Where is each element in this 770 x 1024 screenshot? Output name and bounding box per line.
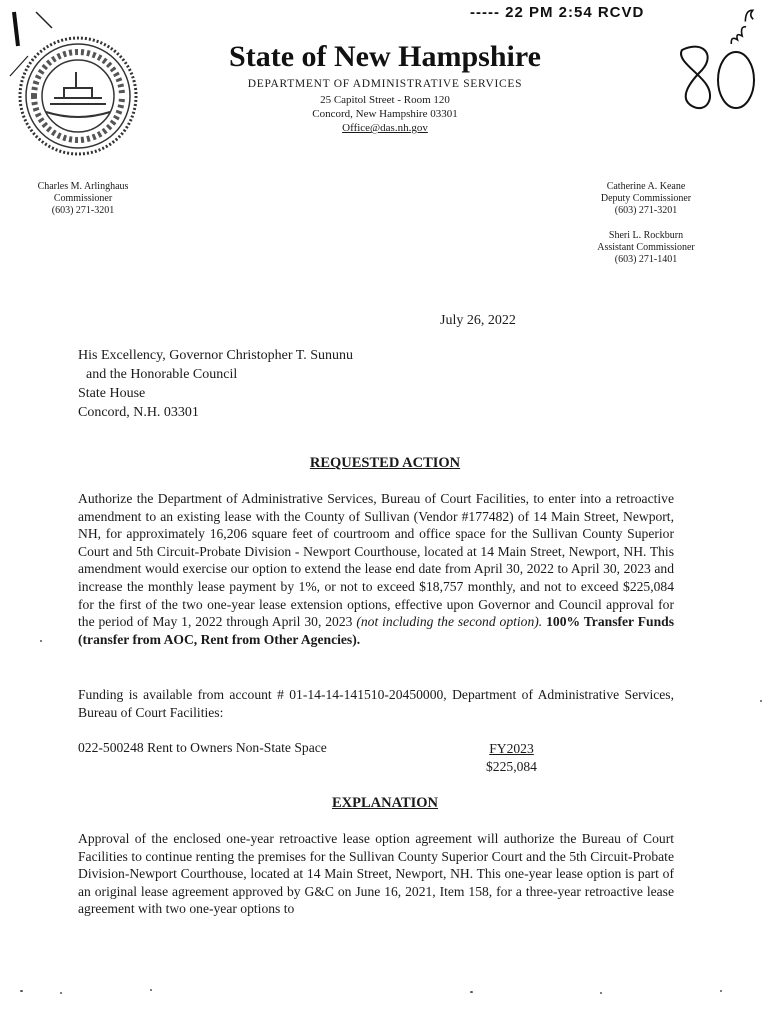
scan-speck — [470, 991, 473, 993]
received-stamp: ----- 22 PM 2:54 RCVD — [470, 4, 645, 21]
staff-phone: (603) 271-3201 — [51, 205, 115, 216]
scan-speck — [150, 989, 152, 991]
explanation-heading: EXPLANATION — [331, 795, 439, 811]
fiscal-amount: $225,084 — [486, 759, 537, 774]
scan-speck — [760, 700, 762, 702]
scan-speck — [720, 990, 722, 992]
staff-phone: (603) 271-1401 — [614, 254, 678, 265]
staff-title: Assistant Commissioner — [597, 242, 695, 253]
handwritten-initials — [716, 4, 766, 44]
addressee-line: and the Honorable Council — [86, 367, 238, 382]
funding-text: Funding is available from account # 01-14-14-141510-20450000, Department of Administrative Services, Bureau of Court Facilities: — [78, 687, 674, 720]
scan-speck — [600, 992, 602, 994]
assistant-commissioner-block — [560, 230, 732, 266]
addressee-line: State House — [78, 386, 146, 401]
email-link[interactable]: Office@das.nh.gov — [342, 122, 428, 134]
agency-title: State of New Hampshire — [229, 40, 541, 73]
addressee-block — [78, 346, 353, 422]
fiscal-year: FY2023 — [489, 741, 534, 756]
body-italic: (not including the second option). — [356, 614, 543, 630]
scan-speck — [40, 640, 42, 642]
requested-action-body — [78, 490, 674, 648]
email-line — [0, 122, 770, 134]
explanation-text: Approval of the enclosed one-year retroactive lease option agreement will authorize the Bureau of Court Facilities to continue renting the premises for the Sullivan County Superior Court and the 5th Circuit-Probate Division-Newport Courthouse, located at 14 Main Street, Newport, NH. This one-year lease option is part of an original lease agreement approved by G&C on June 16, 2021, Item 158, for a three-year retroactive lease agreement with two one-year options to — [78, 831, 674, 917]
addressee-line: His Excellency, Governor Christopher T. Sununu — [78, 348, 354, 363]
commissioner-block — [18, 181, 148, 217]
staff-name: Sheri L. Rockburn — [608, 230, 684, 241]
scan-speck — [60, 992, 62, 994]
explanation-body — [78, 830, 674, 918]
requested-action-heading: REQUESTED ACTION — [309, 455, 461, 471]
letter-date: July 26, 2022 — [440, 313, 516, 328]
addressee-line: Concord, N.H. 03301 — [78, 405, 199, 420]
staff-name: Charles M. Arlinghaus — [37, 181, 129, 192]
staff-phone: (603) 271-3201 — [614, 205, 678, 216]
deputy-commissioner-block — [560, 181, 732, 217]
staff-name: Catherine A. Keane — [606, 181, 686, 192]
account-line: 022-500248 Rent to Owners Non-State Space — [78, 740, 327, 755]
department-name: DEPARTMENT OF ADMINISTRATIVE SERVICES — [247, 78, 523, 90]
address-line-1: 25 Capitol Street - Room 120 — [320, 94, 450, 106]
scan-speck — [20, 990, 23, 992]
funding-source: 100% Transfer Funds (transfer from AOC, Rent from Other Agencies). — [78, 614, 674, 647]
staff-title: Commissioner — [53, 193, 113, 204]
funding-paragraph — [78, 686, 674, 721]
address-line-2: Concord, New Hampshire 03301 — [312, 108, 458, 120]
body-text: Authorize the Department of Administrative Services, Bureau of Court Facilities, to enter into a retroactive amendment to an existing lease with the County of Sullivan (Vendor #177482) of 14 Main Street, Newport, NH, for approximately 16,206 square feet of courtroom and office space for the Sullivan County Superior Court and 5th Circuit-Probate Division - Newport Courthouse, located at 14 Main Street, Newport, NH. This amendment would exercise our option to extend the lease end date from April 30, 2022 to April 30, 2023 and increase the monthly lease payment by 1%, or not to exceed $18,757 monthly, and not to exceed $225,084 for the first of the two one-year lease extension options, effective upon Governor and Council approval for the period of May 1, 2022 through April 30, 2023 — [78, 491, 674, 630]
staff-title: Deputy Commissioner — [600, 193, 692, 204]
fiscal-year-block — [486, 740, 537, 776]
